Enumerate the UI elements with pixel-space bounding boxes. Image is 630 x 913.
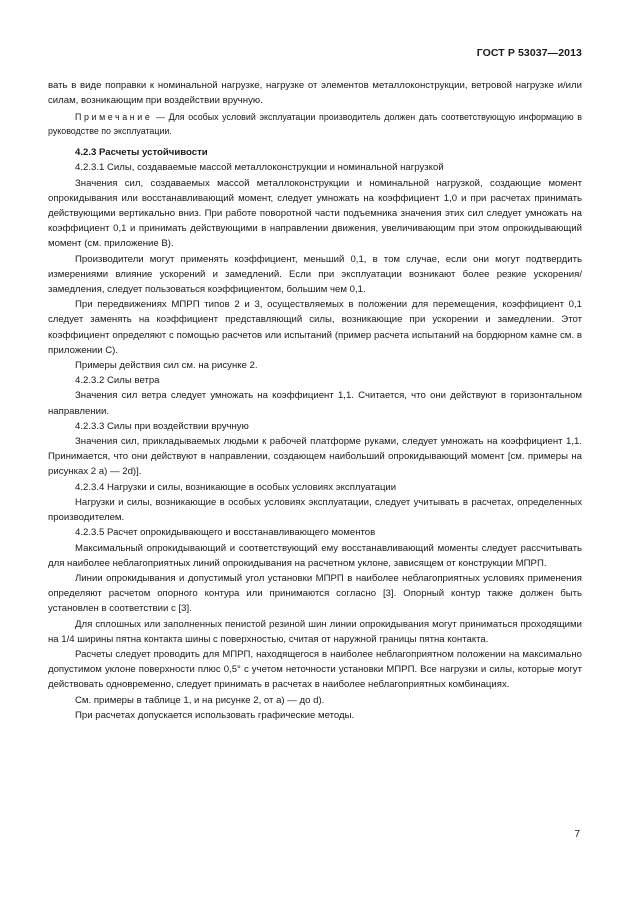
paragraph: Значения сил ветра следует умножать на коэффициент 1,1. Считается, что они действуют в горизонтальном направлении. [48,390,582,417]
page-body [48,78,582,723]
note-label: Примечание [75,112,153,123]
paragraph: Максимальный опрокидывающий и соответствующий ему восстанавливающий моменты следует рассчитывать для наиболее неблагоприятных линий опрокидывания на расчетном уклоне, зависящем от конструкции МПРП. [48,542,582,569]
page-number: 7 [574,829,580,840]
paragraph-continuation: вать в виде поправки к номинальной нагрузке, нагрузке от элементов металлоконструкции, ветровой нагрузке и/или силам, возникающим при воздействии вручную. [48,80,582,107]
paragraph: Для сплошных или заполненных пенистой резиной шин линии опрокидывания могут приниматься проходящими на 1/4 ширины пятна контакта шины с поверхностью, считая от наружной границы пятна контакта. [48,618,582,645]
paragraph: Нагрузки и силы, возникающие в особых условиях эксплуатации, следует учитывать в расчетах, определенных производителем. [48,496,582,524]
paragraph: Примеры действия сил см. на рисунке 2. [75,360,258,372]
note-text: — Для особых условий эксплуатации производитель должен дать соответствующую информацию в руководстве по эксплуатации. [48,112,582,136]
subsection-heading-4-2-3-2: 4.2.3.2 Силы ветра [75,375,160,387]
subsection-heading-4-2-3-1: 4.2.3.1 Силы, создаваемые массой металлоконструкции и номинальной нагрузкой [75,162,444,174]
subsection-heading-4-2-3-5: 4.2.3.5 Расчет опрокидывающего и восстанавливающего моментов [75,527,376,539]
paragraph: Линии опрокидывания и допустимый угол установки МПРП в наиболее неблагоприятных условиях применения определяют расчетом опорного контура или принимаются согласно [3]. Опорный контур также должен быть установлен в соответствии с [3]. [48,572,582,615]
paragraph: Значения сил, прикладываемых людьми к рабочей платформе руками, следует умножать на коэффициент 1,1. Принимается, что они действуют в направлении, создающем наибольший опрокидывающий момент [см. примеры на рисунках 2 a) — 2d)]. [48,436,582,478]
subsection-heading-4-2-3-4: 4.2.3.4 Нагрузки и силы, возникающие в особых условиях эксплуатации [75,481,397,493]
paragraph: При передвижениях МПРП типов 2 и 3, осуществляемых в положении для перемещения, коэффициент 0,1 следует заменять на коэффициент представляющий силы, возникающие при ускорении и замедлении. Этот коэффициент определяют с помощью расчетов или испытаний (пример расчета испытаний на бордюрном камне см. в приложении С). [48,299,582,356]
note [48,111,582,138]
subsection-heading-4-2-3-3: 4.2.3.3 Силы при воздействии вручную [75,420,249,432]
paragraph: См. примеры в таблице 1, и на рисунке 2, от а) — до d). [75,694,325,706]
paragraph: Расчеты следует проводить для МПРП, находящегося в наиболее неблагоприятном положении на максимально допустимом уклоне поверхности плюс 0,5° с учетом неточности установки МПРП. Все нагрузки и силы, которые могут действовать одновременно, следует принимать в расчетах в наиболее неблагоприятных комбинациях. [48,648,582,691]
section-heading-4-2-3: 4.2.3 Расчеты устойчивости [75,147,208,159]
paragraph: При расчетах допускается использовать графические методы. [75,709,355,721]
paragraph: Производители могут применять коэффициент, меньший 0,1, в том случае, если они могут подтвердить измерениями влияние ускорений и замедлений. Если при эксплуатации возникают более резкие ускорения/замедления, следует пользоваться коэффициентом, большим чем 0,1. [48,253,582,296]
paragraph: Значения сил, создаваемых массой металлоконструкции и номинальной нагрузкой, создающие момент опрокидывания или восстанавливающий момент, следует умножать на коэффициент 1,0 и при расчетах принимать действующими вертикально вниз. При работе поворотной части подъемника значения этих сил следует умножать на коэффициент 0,1 и принимать действующими в направлении движения, увеличивающим при этом опрокидывающий момент (см. приложение В). [48,177,582,250]
standard-designation: ГОСТ Р 53037—2013 [476,47,582,59]
